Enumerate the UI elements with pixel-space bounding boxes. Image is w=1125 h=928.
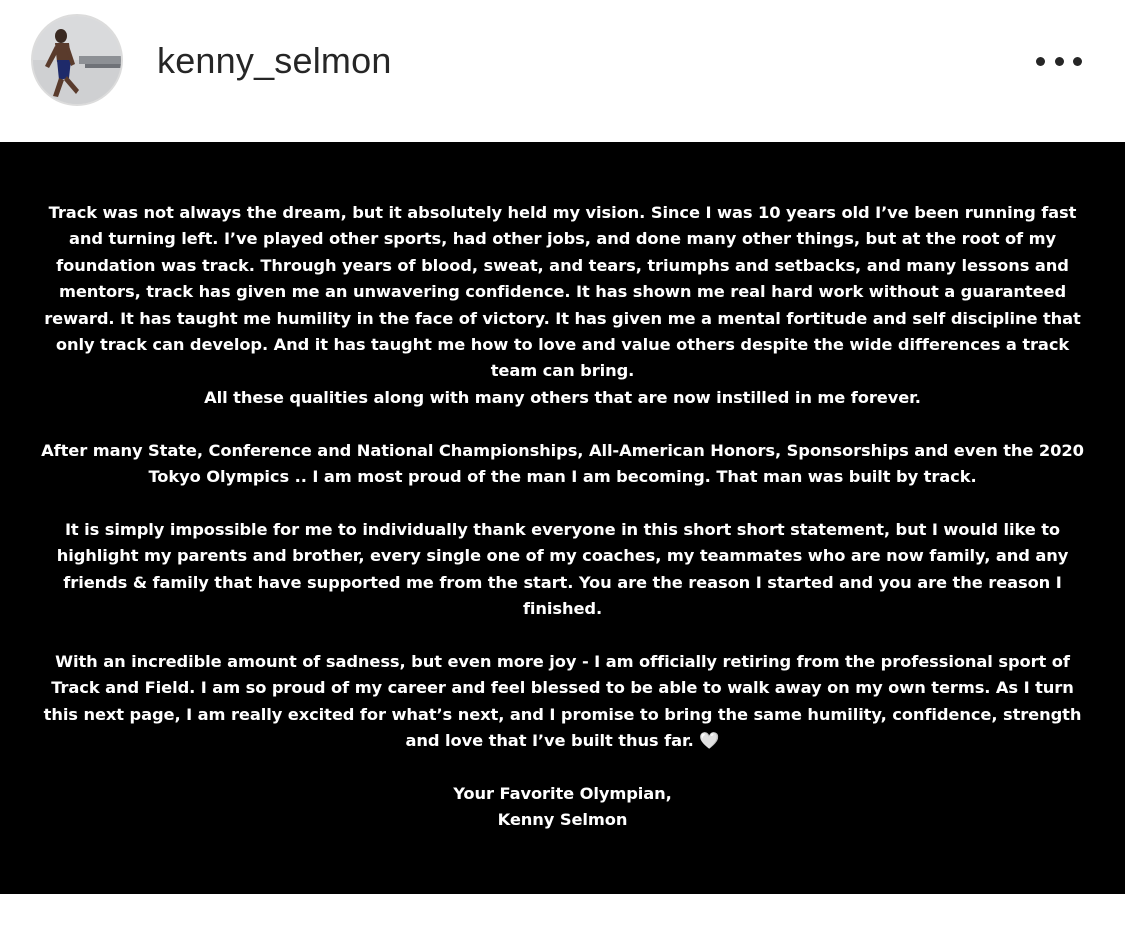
signoff: Your Favorite Olympian, (453, 783, 672, 803)
more-options-button[interactable] (1030, 44, 1088, 78)
more-horizontal-icon-dot-3 (1073, 57, 1082, 66)
username[interactable]: kenny_selmon (157, 40, 392, 81)
retirement-statement (40, 200, 1085, 834)
post-header (0, 0, 1125, 142)
more-horizontal-icon (1036, 57, 1045, 66)
signature: Kenny Selmon (497, 810, 628, 830)
post-footer (0, 894, 1125, 928)
paragraph-4-text: With an incredible amount of sadness, but even more joy - I am officially retiring from the professional sport of Track and Field. I am so proud of my career and feel blessed to be able to walk away on my own terms. As I turn this next page, I am really excited for what’s next, and I promise to bring the same humility, confidence, strength and love that I’ve built thus far. (43, 651, 1082, 751)
avatar[interactable] (31, 14, 123, 106)
paragraph-1b: All these qualities along with many others that are now instilled in me forever. (204, 387, 921, 407)
paragraph-3: It is simply impossible for me to individually thank everyone in this short short statement, but I would like to highlight my parents and brother, every single one of my coaches, my teammates who are now family, and any friends & family that have supported me from the start. You are the reason I started and you are the reason I finished. (56, 519, 1069, 619)
paragraph-4 (40, 649, 1085, 755)
white-heart-icon: 🤍 (699, 731, 720, 751)
paragraph-1: Track was not always the dream, but it absolutely held my vision. Since I was 10 years old I’ve been running fast and turning left. I’ve played other sports, had other jobs, and done many other things, but at the root of my foundation was track. Through years of blood, sweat, and tears, triumphs and setbacks, and many lessons and mentors, track has given me an unwavering confidence. It has shown me real hard work without a guaranteed reward. It has taught me humility in the face of victory. It has given me a mental fortitude and self discipline that only track can develop. And it has taught me how to love and value others despite the wide differences a track team can bring. (44, 203, 1081, 381)
post-image[interactable] (0, 142, 1125, 894)
more-horizontal-icon-dot-2 (1055, 57, 1064, 66)
paragraph-2: After many State, Conference and National Championships, All-American Honors, Sponsorships and even the 2020 Tokyo Olympics .. I am most proud of the man I am becoming. That man was built by track. (41, 440, 1084, 487)
avatar-photo (33, 16, 121, 104)
